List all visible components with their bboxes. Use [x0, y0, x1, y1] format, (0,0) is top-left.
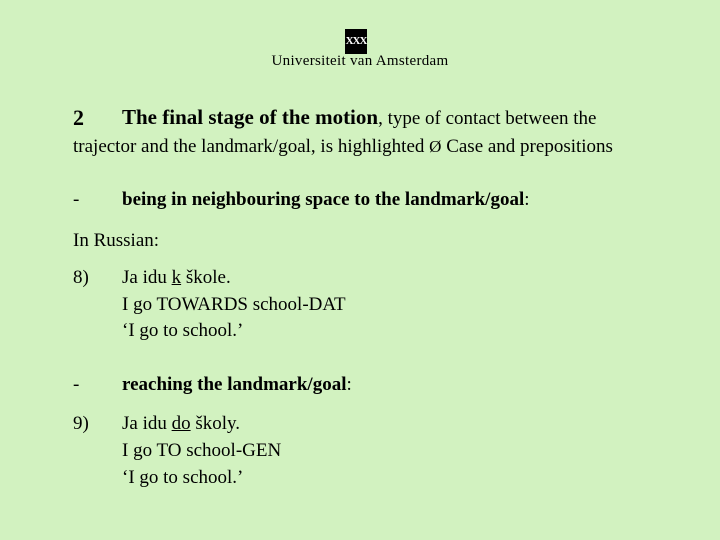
example8-l1a: Ja idu [122, 267, 172, 288]
example8-number: 8) [73, 267, 89, 288]
bullet1-colon: : [524, 189, 530, 210]
example8-line1 [122, 267, 231, 289]
line2-end: Case and prepositions [446, 136, 613, 157]
logo-mark: XXX [345, 35, 367, 47]
example9-line1 [122, 413, 240, 435]
bullet2-line [122, 374, 352, 396]
example8-line2: I go TOWARDS school-DAT [122, 294, 346, 315]
example9-number: 9) [73, 413, 89, 434]
bullet2-colon: : [346, 374, 352, 395]
university-logo [345, 29, 367, 54]
example8-line3: ‘I go to school.’ [122, 320, 244, 341]
point-title [122, 105, 597, 130]
university-name: Universiteit van Amsterdam [271, 53, 449, 69]
point-line2 [73, 136, 613, 158]
example9-preposition: do [171, 413, 191, 434]
example8-l1b: škole. [181, 267, 231, 288]
bullet2-dash: - [73, 374, 80, 395]
example9-l1b: školy. [190, 413, 241, 434]
language-intro: In Russian: [73, 230, 160, 251]
bullet1-line [122, 189, 530, 211]
point-number: 2 [73, 105, 84, 130]
example9-l1a: Ja idu [122, 413, 172, 434]
bullet2-text: reaching the landmark/goal [122, 374, 347, 395]
title-rest: , type of contact between the [378, 108, 597, 129]
bullet1-text: being in neighbouring space to the landmark/goal [122, 189, 525, 210]
line2-text: trajector and the landmark/goal, is highlighted [73, 136, 425, 157]
title-bold: The final stage of the motion [122, 105, 379, 129]
example8-preposition: k [171, 267, 182, 288]
example9-line2: I go TO school-GEN [122, 440, 282, 461]
bullet1-dash: - [73, 189, 80, 210]
example9-line3: ‘I go to school.’ [122, 467, 244, 488]
arrow-icon: Ø [429, 137, 442, 156]
